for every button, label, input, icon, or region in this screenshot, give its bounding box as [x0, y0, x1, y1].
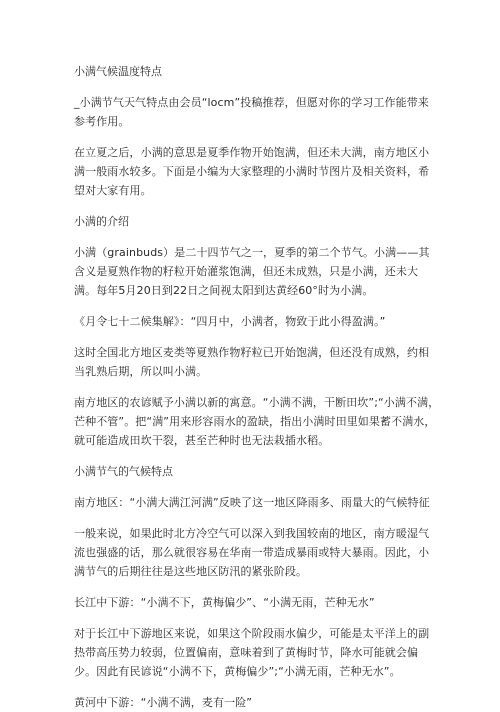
quote-paragraph: 《月令七十二候集解》：“四月中，小满者，物致于此小得盈满。”	[74, 315, 386, 328]
body-paragraph: 对于长江中下游地区来说，如果这个阶段雨水偏少，可能是太平洋上的副热带高压势力较弱，位置偏南，意味着到了黄梅时节，降水可能就会偏少。因此有民谚说“小满不下，黄梅偏少”;“小满无雨，芒种无水”。	[74, 627, 430, 678]
body-paragraph: 在立夏之后，小满的意思是夏季作物开始饱满，但还未大满，南方地区小满一般雨水较多。下面是小编为大家整理的小满时节图片及相关资料，希望对大家有用。	[74, 146, 430, 197]
body-paragraph: 这时全国北方地区麦类等夏熟作物籽粒已开始饱满，但还没有成熟，约相当乳熟后期，所以叫小满。	[74, 346, 430, 378]
body-paragraph: 一般来说，如果此时北方冷空气可以深入到我国较南的地区，南方暖湿气流也强盛的话，那么就很容易在华南一带造成暴雨或特大暴雨。因此，小满节气的后期往往是这些地区防汛的紧张阶段。	[74, 527, 430, 578]
region-paragraph-yangtze: 长江中下游：“小满不下，黄梅偏少”、“小满无雨，芒种无水”	[74, 596, 375, 609]
body-paragraph: 南方地区的农谚赋予小满以新的寓意。“小满不满，干断田坎”;“小满不满，芒种不管”。把“满”用来形容雨水的盈缺，指出小满时田里如果蓄不满水，就可能造成田坎干裂，甚至芒种时也无法栽插水稻。	[74, 396, 440, 447]
intro-paragraph: _小满节气天气特点由会员“locm”投稿推荐，但愿对你的学习工作能带来参考作用。	[74, 96, 429, 128]
document-title: 小满气候温度特点	[74, 65, 162, 78]
body-paragraph: 小满（grainbuds）是二十四节气之一，夏季的第二个节气。小满——其含义是夏熟作物的籽粒开始灌浆饱满，但还未成熟，只是小满，还未大满。每年5月20日到22日之间视太阳到达黄经60°时为小满。	[74, 246, 430, 297]
section-heading-climate: 小满节气的气候特点	[74, 465, 173, 478]
section-heading-intro: 小满的介绍	[74, 215, 129, 228]
region-paragraph-south: 南方地区：“小满大满江河满”反映了这一地区降雨多、雨量大的气候特征	[74, 496, 430, 509]
region-paragraph-yellow-river: 黄河中下游：“小满不满，麦有一险”	[74, 696, 253, 709]
